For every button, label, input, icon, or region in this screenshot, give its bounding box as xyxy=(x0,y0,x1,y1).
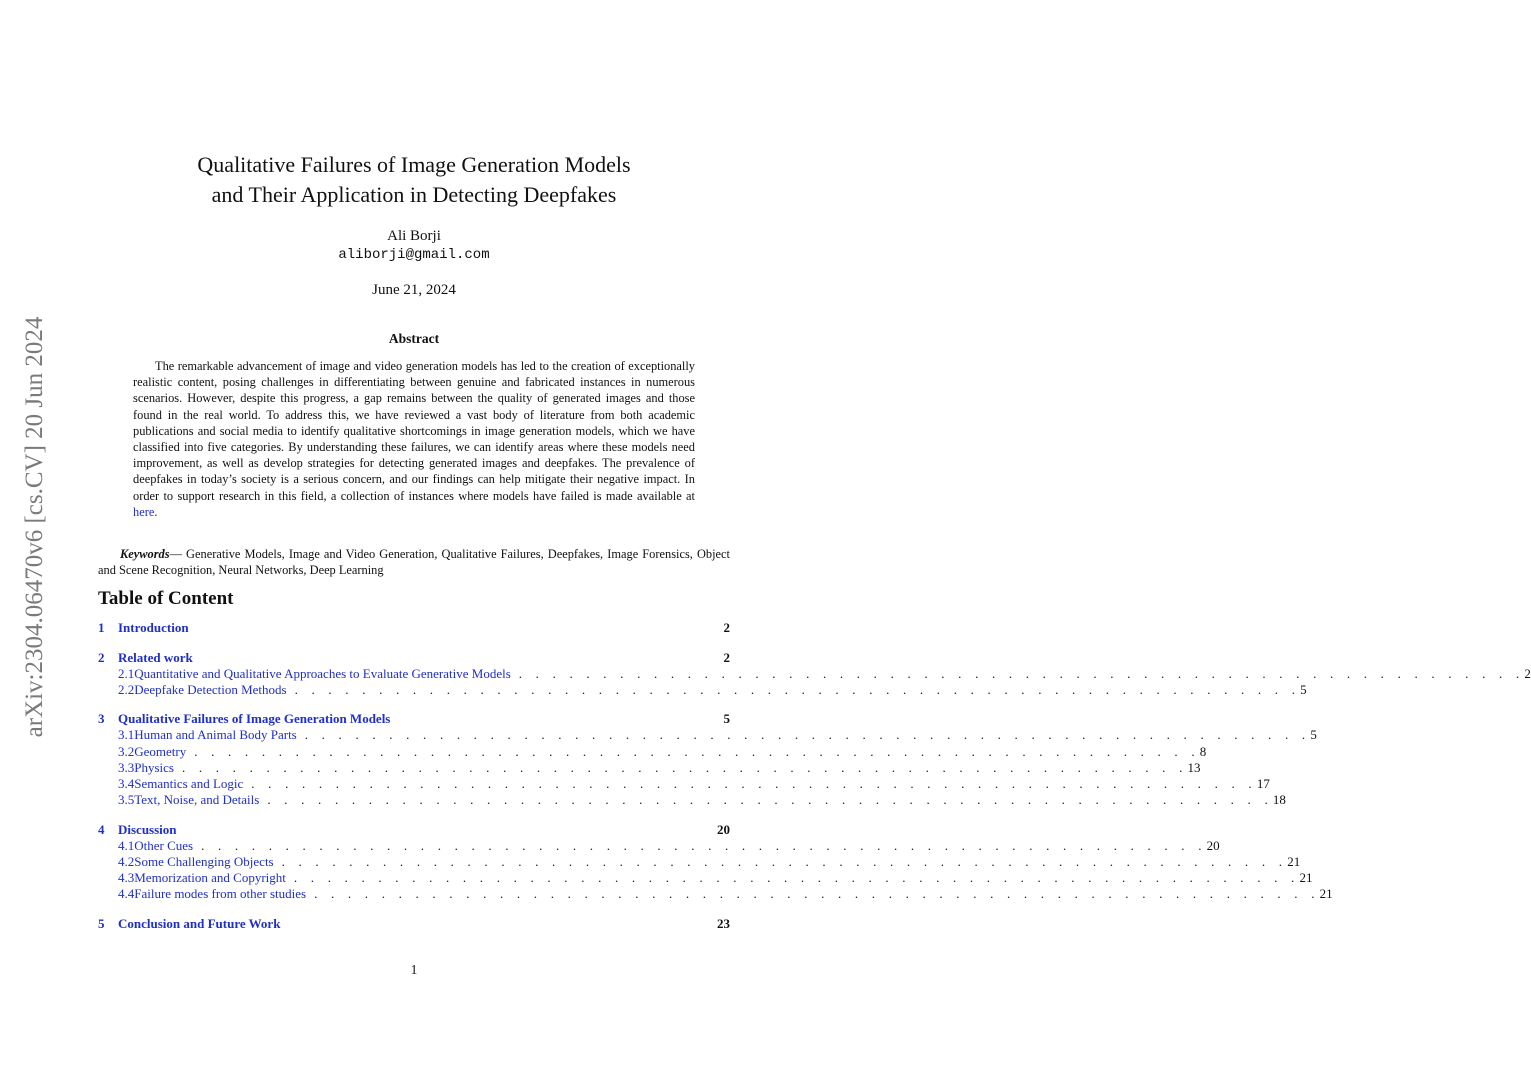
keywords-label: Keywords xyxy=(120,547,170,561)
toc-section[interactable] xyxy=(98,822,730,838)
toc-subsection[interactable] xyxy=(98,870,1313,886)
toc-section-number: 5 xyxy=(98,916,105,932)
toc-subsection[interactable] xyxy=(98,837,1220,854)
toc-subsection[interactable] xyxy=(98,743,1207,760)
keywords-text: — Generative Models, Image and Video Generation, Qualitative Failures, Deepfakes, Image Forensics, Object and Scene Recognition, Neural Networks, Deep Learning xyxy=(98,547,730,578)
toc-subsection-number: 4.1 xyxy=(118,837,135,853)
toc-section[interactable] xyxy=(98,620,730,636)
page-number: 1 xyxy=(410,962,418,977)
toc-subsection-number: 4.3 xyxy=(118,870,135,886)
abstract-heading: Abstract xyxy=(388,331,440,346)
toc-section-number: 2 xyxy=(98,649,105,665)
toc-subsection[interactable] xyxy=(98,665,1531,682)
toc-subsection-number: 4.4 xyxy=(118,886,135,902)
toc-page-number: 2 xyxy=(723,649,730,665)
toc-page-number: 5 xyxy=(1310,727,1317,743)
toc-subsection[interactable] xyxy=(98,759,1201,776)
toc-subsection-link[interactable]: Physics xyxy=(134,759,174,775)
toc-page-number: 21 xyxy=(1299,870,1313,886)
toc-page-number: 21 xyxy=(1319,886,1333,902)
toc-page-number: 20 xyxy=(717,821,730,837)
toc-subsection-link[interactable]: Memorization and Copyright xyxy=(134,870,286,886)
toc-leader-dots: . . . . . . . . . . . . . . . . . . . . . . . . . . . . . . . . . . . . . . . . . . . . . . . . . . . . . . . . . . . . xyxy=(314,886,1320,902)
toc-subsection[interactable] xyxy=(98,681,1307,698)
toc-page-number: 5 xyxy=(723,711,730,727)
toc-page-number: 21 xyxy=(1287,854,1301,869)
toc-subsection[interactable] xyxy=(98,854,1301,870)
toc-section-link[interactable]: Qualitative Failures of Image Generation Models xyxy=(118,711,391,727)
paper-date: June 21, 2024 xyxy=(372,282,456,298)
toc-leader-dots: . . . . . . . . . . . . . . . . . . . . . . . . . . . . . . . . . . . . . . . . . . . . . . . . . . . . . . . . . . . . xyxy=(304,727,1311,743)
keywords xyxy=(98,546,730,578)
toc-section[interactable] xyxy=(98,916,730,932)
toc-heading: Table of Content xyxy=(98,588,234,609)
toc-page-number: 17 xyxy=(1256,775,1270,791)
toc-page-number: 18 xyxy=(1272,792,1286,808)
toc-section[interactable] xyxy=(98,711,730,727)
toc-page-number: 2 xyxy=(1524,665,1531,681)
toc-subsection-number: 3.4 xyxy=(118,775,135,791)
toc-page-number: 23 xyxy=(717,916,730,932)
toc-subsection[interactable] xyxy=(98,727,1317,743)
toc-subsection-number: 2.2 xyxy=(118,681,135,697)
abstract-period: . xyxy=(154,504,158,519)
toc-section-link[interactable]: Conclusion and Future Work xyxy=(118,916,281,932)
toc-page-number: 2 xyxy=(723,620,730,635)
author-email: aliborji@gmail.com xyxy=(338,247,490,263)
toc-subsection-link[interactable]: Geometry xyxy=(134,743,187,759)
toc-section[interactable] xyxy=(98,650,730,666)
toc-page-number: 8 xyxy=(1199,743,1207,759)
toc-page-number: 5 xyxy=(1300,681,1307,697)
toc-subsection-link[interactable]: Human and Animal Body Parts xyxy=(134,727,297,743)
toc-subsection-link[interactable]: Some Challenging Objects xyxy=(134,854,274,869)
toc-subsection-link[interactable]: Quantitative and Qualitative Approaches to Evaluate Generative Models xyxy=(134,665,511,681)
toc-subsection[interactable] xyxy=(98,792,1286,808)
arxiv-side-stamp: arXiv:2304.06470v6 [cs.CV] 20 Jun 2024 xyxy=(21,316,48,738)
toc-leader-dots: . . . . . . . . . . . . . . . . . . . . . . . . . . . . . . . . . . . . . . . . . . . . . . . . . . . . . . . . . . . . xyxy=(267,792,1273,808)
toc-page-number: 13 xyxy=(1187,759,1201,775)
toc-section-number: 4 xyxy=(98,821,105,837)
toc-leader-dots: . . . . . . . . . . . . . . . . . . . . . . . . . . . . . . . . . . . . . . . . . . . . . . . . . . . . . . . . . . . . xyxy=(181,759,1188,775)
toc-section-link[interactable]: Discussion xyxy=(118,821,177,837)
toc-leader-dots: . . . . . . . . . . . . . . . . . . . . . . . . . . . . . . . . . . . . . . . . . . . . . . . . . . . . . . . . . . . . xyxy=(518,665,1525,681)
toc-subsection-number: 3.3 xyxy=(118,759,135,775)
toc-subsection[interactable] xyxy=(98,775,1270,792)
toc-page-number: 20 xyxy=(1206,837,1220,853)
toc-section-number: 1 xyxy=(98,620,105,635)
toc-section-link[interactable]: Related work xyxy=(118,649,193,665)
toc-leader-dots: . . . . . . . . . . . . . . . . . . . . . . . . . . . . . . . . . . . . . . . . . . . . . . . . . . . . . . . . . . . . xyxy=(251,775,1257,791)
toc-section-number: 3 xyxy=(98,711,105,727)
toc-section-link[interactable]: Introduction xyxy=(118,620,189,635)
abstract-here-link[interactable]: here xyxy=(133,504,155,519)
toc-subsection-number: 2.1 xyxy=(118,665,135,681)
toc-subsection-number: 3.5 xyxy=(118,792,135,808)
toc-leader-dots: . . . . . . . . . . . . . . . . . . . . . . . . . . . . . . . . . . . . . . . . . . . . . . . . . . . . . . . . . . . . xyxy=(281,854,1288,869)
title-line-2: and Their Application in Detecting Deepfakes xyxy=(211,182,617,207)
toc-subsection-number: 3.2 xyxy=(118,743,135,759)
table-of-contents xyxy=(98,620,1531,932)
author-name: Ali Borji xyxy=(387,228,441,244)
toc-subsection-link[interactable]: Failure modes from other studies xyxy=(134,886,307,902)
toc-leader-dots: . . . . . . . . . . . . . . . . . . . . . . . . . . . . . . . . . . . . . . . . . . . . . . . . . . . . . . . . . . . . xyxy=(194,743,1200,759)
title-line-1: Qualitative Failures of Image Generation Models xyxy=(197,152,631,177)
toc-subsection-link[interactable]: Text, Noise, and Details xyxy=(134,792,260,808)
toc-subsection-link[interactable]: Other Cues xyxy=(134,837,194,853)
toc-subsection-link[interactable]: Deepfake Detection Methods xyxy=(134,681,287,697)
toc-leader-dots: . . . . . . . . . . . . . . . . . . . . . . . . . . . . . . . . . . . . . . . . . . . . . . . . . . . . . . . . . . . . xyxy=(201,837,1207,853)
toc-subsection-link[interactable]: Semantics and Logic xyxy=(134,775,244,791)
abstract-text: The remarkable advancement of image and video generation models has led to the creation of exceptionally realistic content, posing challenges in differentiating between genuine and fabricated instances in numerous scenarios. However, despite this progress, a gap remains between the quality of generated images and those found in the real world. To address this, we have reviewed a vast body of literature from both academic publications and social media to identify qualitative shortcomings in image generation models, which we have classified into five categories. By understanding these failures, we can identify areas where these models need improvement, as well as develop strategies for detecting generated images and deepfakes. The prevalence of deepfakes in today’s society is a serious concern, and our findings can help mitigate their negative impact. In order to support research in this field, a collection of instances where models have failed is made available at xyxy=(133,359,695,503)
toc-subsection-number: 3.1 xyxy=(118,727,135,743)
toc-leader-dots: . . . . . . . . . . . . . . . . . . . . . . . . . . . . . . . . . . . . . . . . . . . . . . . . . . . . . . . . . . . . xyxy=(294,681,1301,697)
toc-subsection[interactable] xyxy=(98,886,1333,902)
paper-title xyxy=(0,150,828,210)
abstract-body xyxy=(133,358,695,520)
toc-leader-dots: . . . . . . . . . . . . . . . . . . . . . . . . . . . . . . . . . . . . . . . . . . . . . . . . . . . . . . . . . . . . xyxy=(293,870,1300,886)
toc-subsection-number: 4.2 xyxy=(118,854,135,869)
